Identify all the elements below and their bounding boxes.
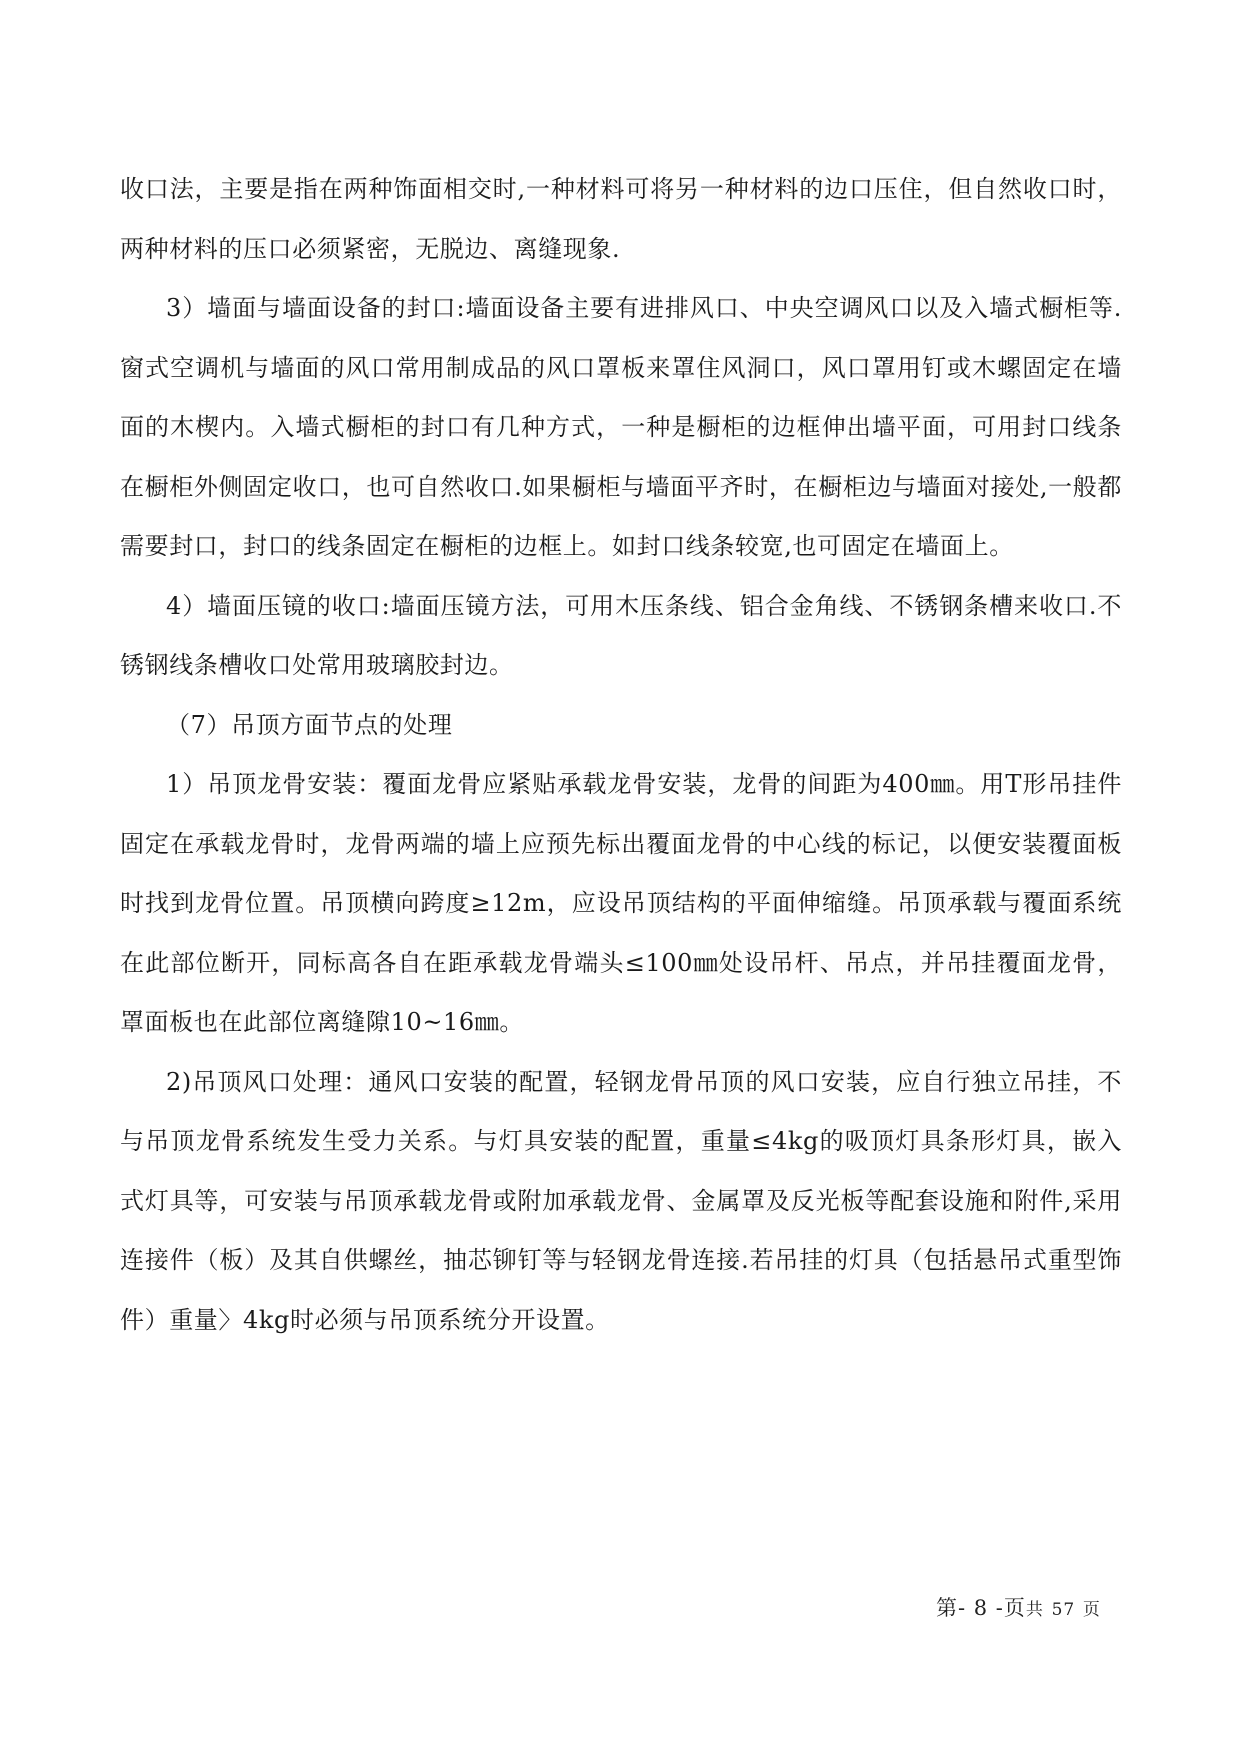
paragraph-ceiling-vent-handling: 2)吊顶风口处理：通风口安装的配置，轻钢龙骨吊顶的风口安装，应自行独立吊挂，不与吊顶龙骨系统发生受力关系。与灯具安装的配置，重量≤4kg的吸顶灯具条形灯具，嵌入式灯具等，可安装与吊顶承载龙骨或附加承载龙骨、金属罩及反光板等配套设施和附件,采用连接件（板）及其自供螺丝，抽芯铆钉等与轻钢龙骨连接.若吊挂的灯具（包括悬吊式重型饰件）重量〉4kg时必须与吊顶系统分开设置。	[120, 1067, 1122, 1334]
section-heading-ceiling-nodes: （7）吊顶方面节点的处理	[166, 710, 453, 739]
document-body	[120, 160, 1122, 1350]
page-total-count: 57	[1051, 1600, 1076, 1620]
page-number-current: 第- 8 -页	[936, 1596, 1026, 1620]
paragraph-wall-equipment-sealing: 3）墙面与墙面设备的封口:墙面设备主要有进排风口、中央空调风口以及入墙式橱柜等.窗式空调机与墙面的风口常用制成品的风口罩板来罩住风洞口，风口罩用钉或木螺固定在墙面的木楔内。入墙式橱柜的封口有几种方式，一种是橱柜的边框伸出墙平面，可用封口线条在橱柜外侧固定收口，也可自然收口.如果橱柜与墙面平齐时，在橱柜边与墙面对接处,一般都需要封口，封口的线条固定在橱柜的边框上。如封口线条较宽,也可固定在墙面上。	[120, 294, 1122, 560]
paragraph-wall-mirror-closing: 4）墙面压镜的收口:墙面压镜方法，可用木压条线、铝合金角线、不锈钢条槽来收口.不锈钢线条槽收口处常用玻璃胶封边。	[120, 591, 1122, 679]
page-total-suffix: 页	[1082, 1600, 1101, 1620]
paragraph-closing-method: 收口法，主要是指在两种饰面相交时,一种材料可将另一种材料的边口压住，但自然收口时，两种材料的压口必须紧密，无脱边、离缝现象.	[120, 175, 1122, 263]
paragraph-ceiling-keel-install: 1）吊顶龙骨安装：覆面龙骨应紧贴承载龙骨安装，龙骨的间距为400㎜。用T形吊挂件固定在承载龙骨时，龙骨两端的墙上应预先标出覆面龙骨的中心线的标记，以便安装覆面板时找到龙骨位置。吊顶横向跨度≥12m，应设吊顶结构的平面伸缩缝。吊顶承载与覆面系统在此部位断开，同标高各自在距承载龙骨端头≤100㎜处设吊杆、吊点，并吊挂覆面龙骨，罩面板也在此部位离缝隙10~16㎜。	[120, 770, 1122, 1036]
page-total-prefix: 共	[1025, 1600, 1044, 1620]
page-number-footer	[936, 1592, 1101, 1622]
